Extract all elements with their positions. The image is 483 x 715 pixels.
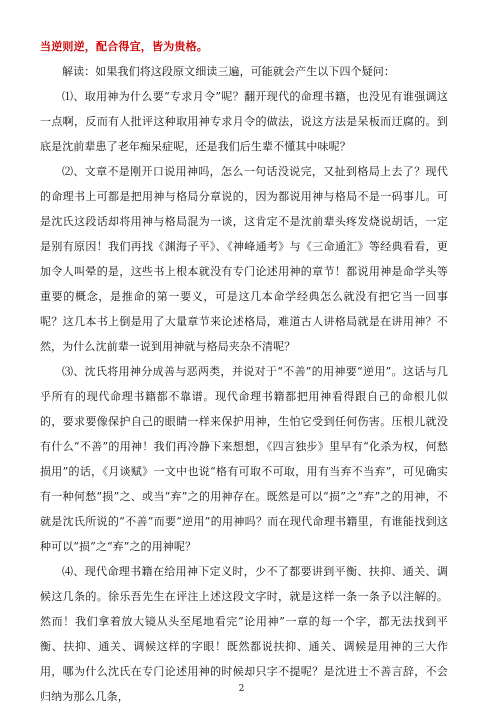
- paragraph-question-3: ⑶、沈氏将用神分成善与恶两类，并说对于“不善”的用神要“逆用”。这话与几乎所有的现代命理书籍都不靠谱。现代命理书籍都把用神看得跟自己的命根儿似的，要求要像保护自己的眼睛一样来保护用神，生怕它受到任何伤害。压根儿就没有什么“不善”的用神！我们再冷静下来想想，《四言独步》里早有“化杀为权，何愁损用”的话，《月谈赋》一文中也说“格有可取不可取，用有当弃不当弃”，可见确实有一种何愁“损”之、或当“弃”之的用神存在。既然是可以“损”之“弃”之的用神，不就是沈氏所说的“不善”而要“逆用”的用神吗？而在现代命理书籍里，有谁能找到这种可以“损”之“弃”之的用神呢？: [40, 365, 448, 553]
- section-heading: 当逆则逆，配合得宜，皆为贵格。: [40, 40, 208, 53]
- paragraph-question-2: ⑵、文章不是刚开口说用神吗，怎么一句话没说完，又扯到格局上去了？现代的命理书上可都是把用神与格局分章说的，因为都说用神与格局不是一码事儿。可是沈氏这段话却将用神与格局混为一谈，这肯定不是沈前辈头疼发烧说胡话，一定是别有原因！我们再找《渊海子平》、《神峰通考》与《三命通汇》等经典看看，更加令人叫晕的是，这些书上根本就没有专门论述用神的章节！都说用神是命学头等重要的概念，是推命的第一要义，可是这几本命学经典怎么就没有把它当一回事呢？这几本书上倒是用了大量章节来论述格局，难道古人讲格局就是在讲用神？不然，为什么沈前辈一说到用神就与格局夹杂不清呢？: [40, 165, 448, 353]
- document-body: [40, 34, 448, 709]
- page-number: 2: [238, 684, 245, 694]
- paragraph-question-1: ⑴、取用神为什么要“专求月令”呢？翻开现代的命理书籍，也没见有谁强调这一点啊，反而有人批评这种取用神专求月令的做法，说这方法是呆板而迂腐的。到底是沈前辈患了老年痴呆症呢，还是我们后生辈不懂其中味呢？: [40, 90, 448, 153]
- paragraph-intro: 解读：如果我们将这段原文细读三遍，可能就会产生以下四个疑问：: [62, 65, 395, 78]
- paragraph-question-4: ⑷、现代命理书籍在给用神下定义时，少不了都要讲到平衡、扶抑、通关、调候这几条的。徐乐吾先生在评注上述这段文字时，就是这样一条一条予以注解的。然而！我们拿着放大镜从头至尾地看完“论用神”一章的每一个字，都无法找到平衡、扶抑、通关、调候这样的字眼！既然都说扶抑、通关、调候是用神的三大作用，哪为什么沈氏在专门论述用神的时候却只字不提呢？是沈进士不善言辞，不会归纳为那么几条，: [40, 565, 448, 703]
